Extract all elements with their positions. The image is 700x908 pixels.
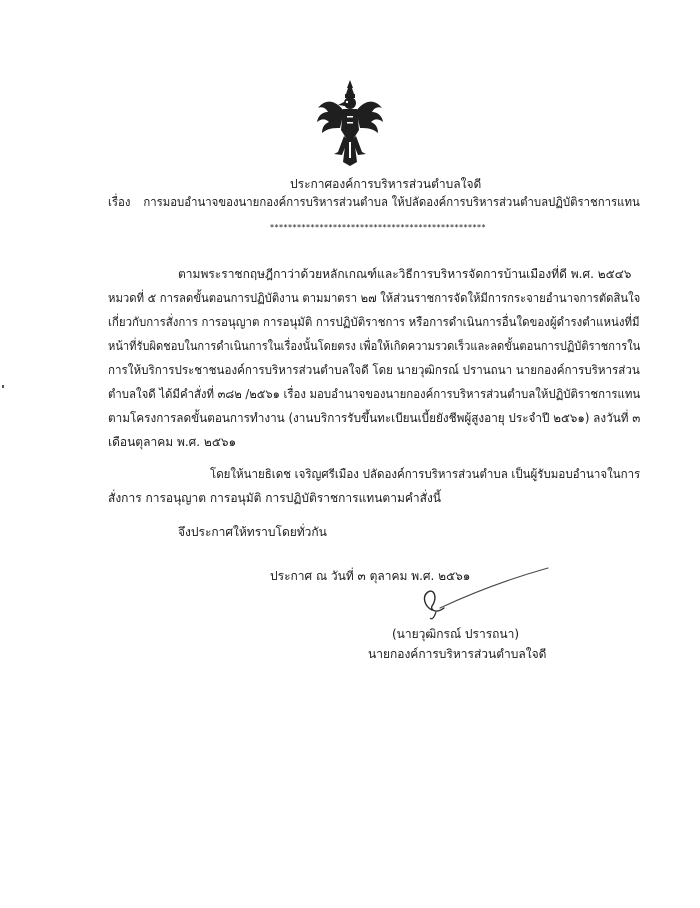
separator: ************************************************ — [270, 223, 486, 232]
paragraph2-line: สั่งการ การอนุญาต การอนุมัติ การปฏิบัติราชการแทนตามคำสั่งนี้ — [108, 491, 442, 505]
paragraph1-line: หน้าที่รับผิดชอบในการดำเนินการในเรื่องนั้นโดยตรง เพื่อให้เกิดความรวดเร็วและลดขั้นตอนการปฏิบัติราชการใน — [108, 339, 641, 353]
announcement-title: ประกาศองค์การบริหารส่วนตำบลใจดี — [290, 177, 482, 191]
scan-mark — [2, 385, 4, 388]
paragraph1-line: ตำบลใจดี ได้มีคำสั่งที่ ๓๘๒ /๒๕๖๑ เรื่อง มอบอำนาจของนายกองค์การบริหารส่วนตำบลให้ปฏิบัติราชการแทน — [108, 387, 641, 401]
paragraph1-line: เกี่ยวกับการสั่งการ การอนุญาต การอนุมัติ การปฏิบัติราชการ หรือการดำเนินการอื่นใดของผู้ดำรงตำแหน่งที่มี — [108, 315, 640, 329]
signatory-position: นายกองค์การบริหารส่วนตำบลใจดี — [368, 647, 547, 661]
subject-line — [108, 196, 640, 208]
closing-statement: จึงประกาศให้ทราบโดยทั่วกัน — [178, 525, 327, 539]
paragraph1-line: เดือนตุลาคม พ.ศ. ๒๕๖๑ — [108, 435, 237, 449]
signatory-name: (นายวุฒิกรณ์ ปรารถนา) — [392, 627, 520, 641]
paragraph1-line: ตามพระราชกฤษฎีกาว่าด้วยหลักเกณฑ์และวิธีการบริหารจัดการบ้านเมืองที่ดี พ.ศ. ๒๕๔๖ — [178, 267, 632, 281]
subject-label: เรื่อง — [108, 195, 131, 209]
paragraph1-line: การให้บริการประชาชนองค์การบริหารส่วนตำบลใจดี โดย นายวุฒิกรณ์ ปรานถนา นายกองค์การบริหารส่วน — [108, 363, 640, 377]
paragraph2-line: โดยให้นายธิเดช เจริญศรีเมือง ปลัดองค์การบริหารส่วนตำบล เป็นผู้รับมอบอำนาจในการ — [210, 467, 641, 481]
paragraph1-line: หมวดที่ ๕ การลดขั้นตอนการปฏิบัติงาน ตามมาตรา ๒๗ ให้ส่วนราชการจัดให้มีการกระจายอำนาจการตัดสินใจ — [108, 291, 641, 305]
garuda-emblem — [314, 78, 386, 168]
handwritten-signature — [410, 562, 550, 622]
subject-text: การมอบอำนาจของนายกองค์การบริหารส่วนตำบล ให้ปลัดองค์การบริหารส่วนตำบลปฏิบัติราชการแทน — [143, 195, 640, 209]
announcement-date: ประกาศ ณ วันที่ ๓ ตุลาคม พ.ศ. ๒๕๖๑ — [270, 569, 471, 583]
paragraph1-line: ตามโครงการลดขั้นตอนการทำงาน (งานบริการรับขึ้นทะเบียนเบี้ยยังชีพผู้สูงอายุ ประจำปี ๒๕๖๑) ลงวันที่ ๓ — [108, 411, 641, 425]
